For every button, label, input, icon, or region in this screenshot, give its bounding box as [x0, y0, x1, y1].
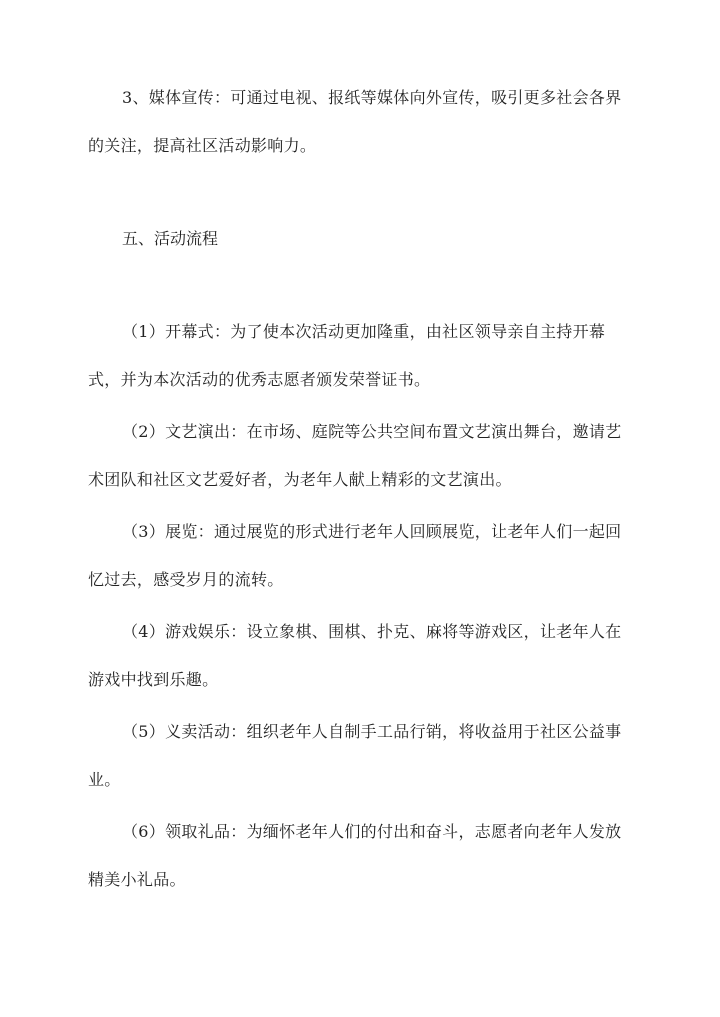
- step-paragraph-1: （1）开幕式：为了使本次活动更加隆重，由社区领导亲自主持开幕式，并为本次活动的优秀志愿者颁发荣誉证书。: [88, 322, 606, 389]
- media-promotion-paragraph: 3、媒体宣传：可通过电视、报纸等媒体向外宣传，吸引更多社会各界的关注，提高社区活动影响力。: [88, 88, 622, 155]
- step-paragraph-5: （5）义卖活动：组织老年人自制手工品行销，将收益用于社区公益事业。: [88, 722, 622, 789]
- step-paragraph-2: （2）文艺演出：在市场、庭院等公共空间布置文艺演出舞台，邀请艺术团队和社区文艺爱好者，为老年人献上精彩的文艺演出。: [88, 422, 622, 489]
- step-paragraph-6: （6）领取礼品：为缅怀老年人们的付出和奋斗，志愿者向老年人发放精美小礼品。: [88, 822, 622, 889]
- section-heading: 五、活动流程: [122, 229, 219, 248]
- step-paragraph-3: （3）展览：通过展览的形式进行老年人回顾展览，让老年人们一起回忆过去，感受岁月的流转。: [88, 522, 622, 589]
- step-paragraph-4: （4）游戏娱乐：设立象棋、围棋、扑克、麻将等游戏区，让老年人在游戏中找到乐趣。: [88, 622, 622, 689]
